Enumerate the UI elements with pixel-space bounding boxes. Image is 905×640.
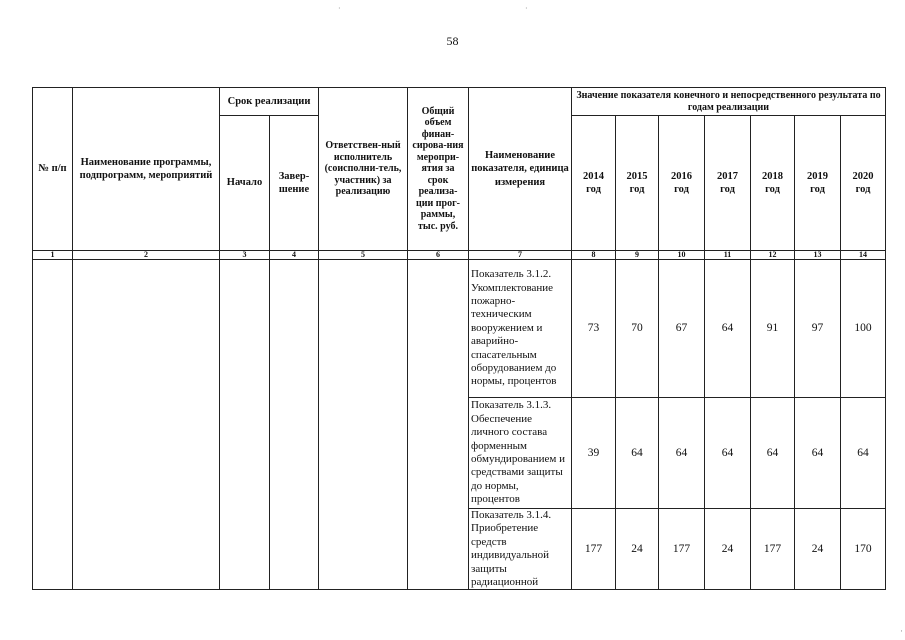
header-start: Начало [220,116,270,251]
indicator-name: Показатель 3.1.4. Приобретение средств индивидуальной защиты радиационной [469,509,572,590]
year-label: 2015 [626,170,648,182]
header-funding: Общий объем финан-сирова-ния меропри-ятия за срок реализа-ции прог-раммы, тыс. руб. [408,88,469,251]
year-unit: год [720,184,735,195]
empty-cell [319,260,408,590]
header-term: Срок реализации [220,88,319,116]
year-unit: год [586,184,601,195]
value-cell: 24 [705,509,751,590]
year-label: 2017 [717,170,738,182]
header-num: № п/п [33,88,73,251]
header-indicator: Наименование показателя, единица измерения [469,88,572,251]
year-label: 2019 [807,170,828,182]
value-cell: 64 [616,398,659,509]
scan-speck: · [338,4,341,13]
header-name: Наименование программы, подпрограмм, мероприятий [73,88,220,251]
indicator-name: Показатель 3.1.3. Обеспечение личного состава форменным обмундированием и средствами защиты до нормы, процентов [469,398,572,509]
program-table [32,87,886,590]
value-cell: 67 [659,260,705,398]
scan-speck: · [525,4,528,13]
year-label: 2014 [583,170,604,182]
value-cell: 177 [659,509,705,590]
value-cell: 70 [616,260,659,398]
year-label: 2018 [762,170,783,182]
header-values-group: Значение показателя конечного и непосредственного результата по годам реализации [572,88,886,116]
empty-cell [408,260,469,590]
value-cell: 73 [572,260,616,398]
scan-speck: · [900,626,903,636]
column-number: 14 [841,251,886,260]
value-cell: 24 [616,509,659,590]
header-end: Завер-шение [270,116,319,251]
header-year-2019 [795,116,841,251]
empty-cell [270,260,319,590]
header-year-2015 [616,116,659,251]
column-number: 7 [469,251,572,260]
year-unit: год [855,184,871,195]
value-cell: 97 [795,260,841,398]
table-row [33,260,886,398]
value-cell: 39 [572,398,616,509]
column-number: 5 [319,251,408,260]
value-cell: 177 [751,509,795,590]
year-label: 2020 [852,170,874,182]
header-year-2018 [751,116,795,251]
column-number: 1 [33,251,73,260]
column-number: 13 [795,251,841,260]
header-responsible: Ответствен-ный исполнитель (соисполни-тель, участник) за реализацию [319,88,408,251]
column-number: 3 [220,251,270,260]
column-number: 4 [270,251,319,260]
header-year-2017 [705,116,751,251]
year-unit: год [674,184,689,195]
value-cell: 91 [751,260,795,398]
year-unit: год [629,184,645,195]
page-number: 58 [446,34,459,48]
indicator-name: Показатель 3.1.2. Укомплектование пожарно-техническим вооружением и аварийно-спасательным оборудованием до нормы, процентов [469,260,572,398]
year-label: 2016 [671,170,692,182]
value-cell: 64 [705,398,751,509]
column-number: 8 [572,251,616,260]
column-number: 6 [408,251,469,260]
value-cell: 64 [751,398,795,509]
column-number: 2 [73,251,220,260]
column-number: 9 [616,251,659,260]
year-unit: год [765,184,780,195]
header-year-2020 [841,116,886,251]
value-cell: 177 [572,509,616,590]
empty-cell [73,260,220,590]
header-year-2016 [659,116,705,251]
value-cell: 24 [795,509,841,590]
header-year-2014 [572,116,616,251]
value-cell: 64 [841,398,886,509]
value-cell: 64 [659,398,705,509]
value-cell: 100 [841,260,886,398]
value-cell: 64 [795,398,841,509]
value-cell: 170 [841,509,886,590]
column-number: 10 [659,251,705,260]
column-number: 11 [705,251,751,260]
column-number: 12 [751,251,795,260]
empty-cell [220,260,270,590]
year-unit: год [810,184,825,195]
value-cell: 64 [705,260,751,398]
empty-cell [33,260,73,590]
